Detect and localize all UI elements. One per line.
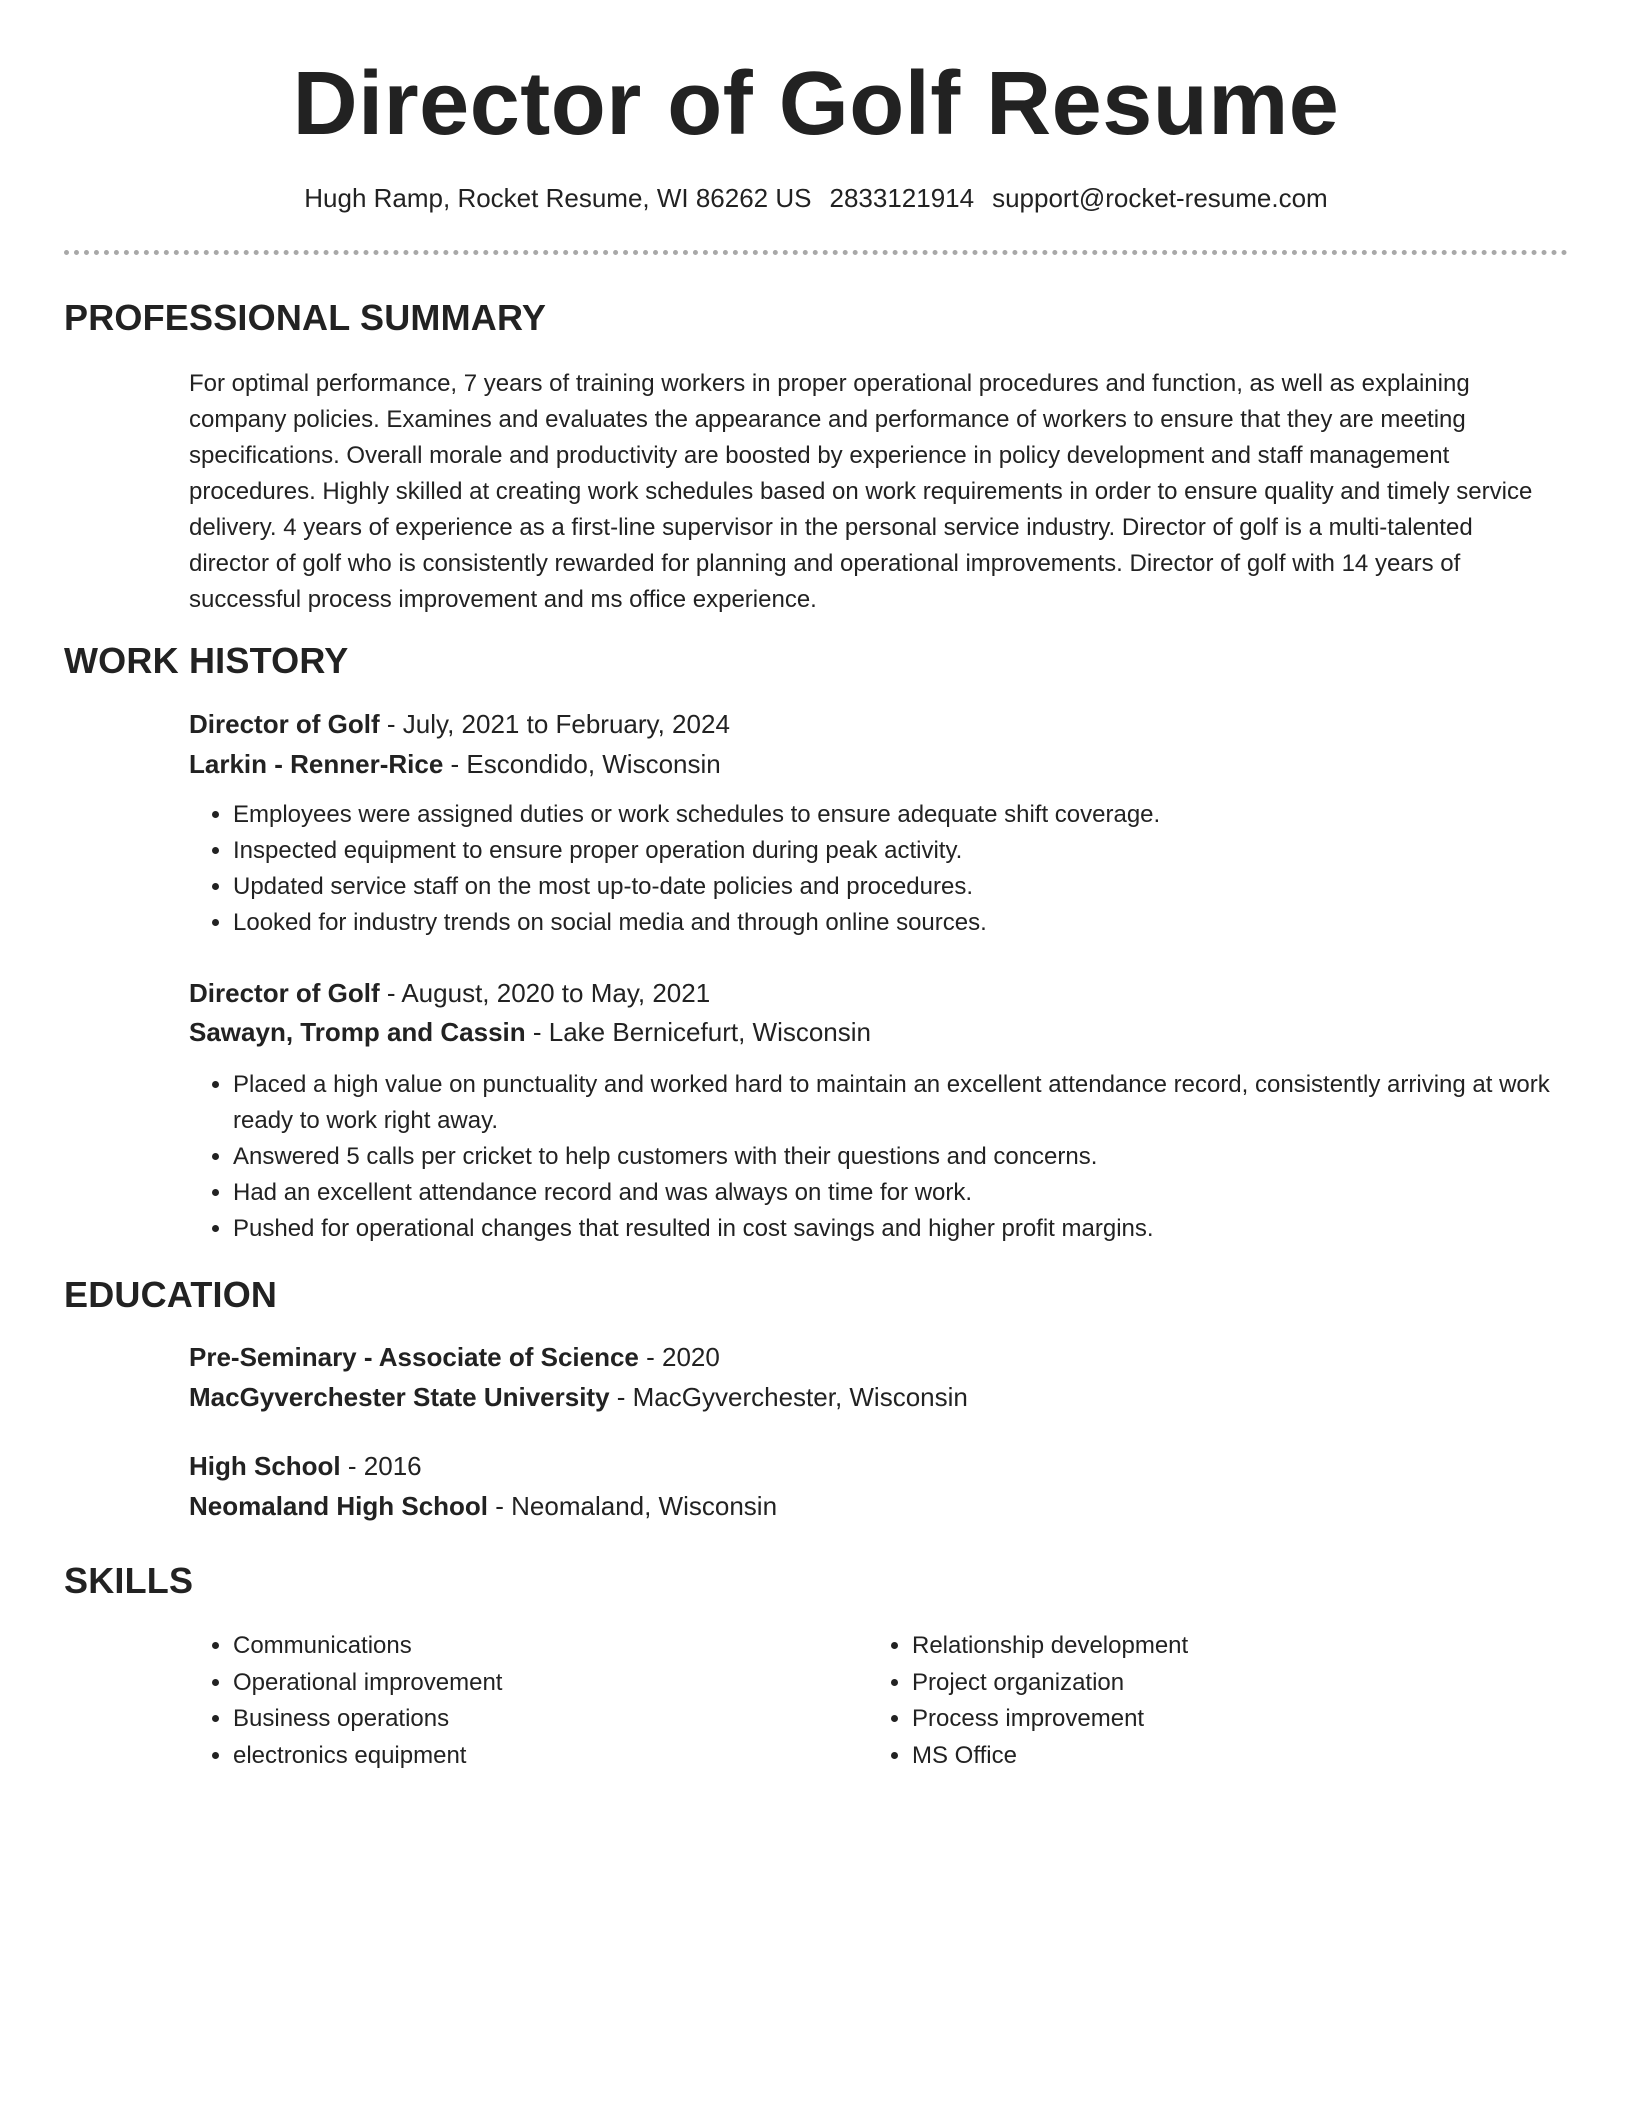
job-bullet: • Updated service staff on the most up-to-date policies and procedures. [233,869,1593,905]
job-bullet: • Placed a high value on punctuality and worked hard to maintain an excellent attendance record, consistently arriving at work ready to work right away. [233,1067,1593,1139]
education-location: - MacGyverchester, Wisconsin [609,1382,968,1412]
job-bullet: • Had an excellent attendance record and was always on time for work. [233,1175,1593,1211]
header-divider [64,250,1568,255]
job-bullet: • Employees were assigned duties or work schedules to ensure adequate shift coverage. [233,797,1593,833]
job-bullet-list [189,797,1593,941]
job-title-line [189,706,730,742]
job-bullet: • Inspected equipment to ensure proper operation during peak activity. [233,833,1593,869]
education-year: - 2020 [638,1342,720,1372]
job-location: - Escondido, Wisconsin [443,749,721,779]
skills-heading: SKILLS [64,1560,194,1601]
job-bullet: • Looked for industry trends on social media and through online sources. [233,905,1593,941]
job-company-line [189,746,721,782]
job-location: - Lake Bernicefurt, Wisconsin [525,1017,872,1047]
education-degree-line [189,1448,422,1484]
job-company-line [189,1014,871,1050]
education-year: - 2016 [340,1451,422,1481]
skills-list-right [868,1628,1532,1774]
education-degree: High School [189,1451,341,1481]
summary-heading: PROFESSIONAL SUMMARY [64,297,547,338]
contact-phone: 2833121914 [829,183,975,213]
education-school-line [189,1488,777,1524]
education-degree: Pre-Seminary - Associate of Science [189,1342,639,1372]
job-company: Sawayn, Tromp and Cassin [189,1017,526,1047]
contact-address: Hugh Ramp, Rocket Resume, WI 86262 US [304,183,812,213]
skill-item: • Communications [233,1628,853,1665]
skill-item: • Operational improvement [233,1665,853,1702]
job-bullet: • Answered 5 calls per cricket to help customers with their questions and concerns. [233,1139,1593,1175]
job-dates: - July, 2021 to February, 2024 [379,709,730,739]
contact-email: support@rocket-resume.com [992,183,1328,213]
job-title: Director of Golf [189,709,380,739]
skill-item: • Project organization [912,1665,1532,1702]
skill-item: • Process improvement [912,1701,1532,1738]
education-school-line [189,1379,968,1415]
skill-item: • electronics equipment [233,1738,853,1775]
work-history-heading: WORK HISTORY [64,640,349,681]
skill-item: • MS Office [912,1738,1532,1775]
skill-item: • Business operations [233,1701,853,1738]
resume-title: Director of Golf Resume [292,54,1340,154]
job-dates: - August, 2020 to May, 2021 [379,978,711,1008]
job-bullet-list [189,1067,1593,1247]
job-company: Larkin - Renner-Rice [189,749,444,779]
education-school: Neomaland High School [189,1491,489,1521]
contact-line [0,180,1632,216]
skill-item: • Relationship development [912,1628,1532,1665]
education-heading: EDUCATION [64,1274,278,1315]
education-location: - Neomaland, Wisconsin [488,1491,778,1521]
job-bullet: • Pushed for operational changes that resulted in cost savings and higher profit margins. [233,1211,1593,1247]
education-degree-line [189,1339,720,1375]
job-title-line [189,975,710,1011]
summary-text: For optimal performance, 7 years of training workers in proper operational procedures and function, as well as explaining company policies. Examines and evaluates the appearance and performance of workers to ensure that they are meeting specifications. Overall morale and productivity are boosted by experience in policy development and staff management procedures. Highly skilled at creating work schedules based on work requirements in order to ensure quality and timely service delivery. 4 years of experience as a first-line supervisor in the personal service industry. Director of golf is a multi-talented director of golf who is consistently rewarded for planning and operational improvements. Director of golf with 14 years of successful process improvement and ms office experience. [189,370,1533,613]
skills-list-left [189,1628,853,1774]
job-title: Director of Golf [189,978,380,1008]
education-school: MacGyverchester State University [189,1382,610,1412]
